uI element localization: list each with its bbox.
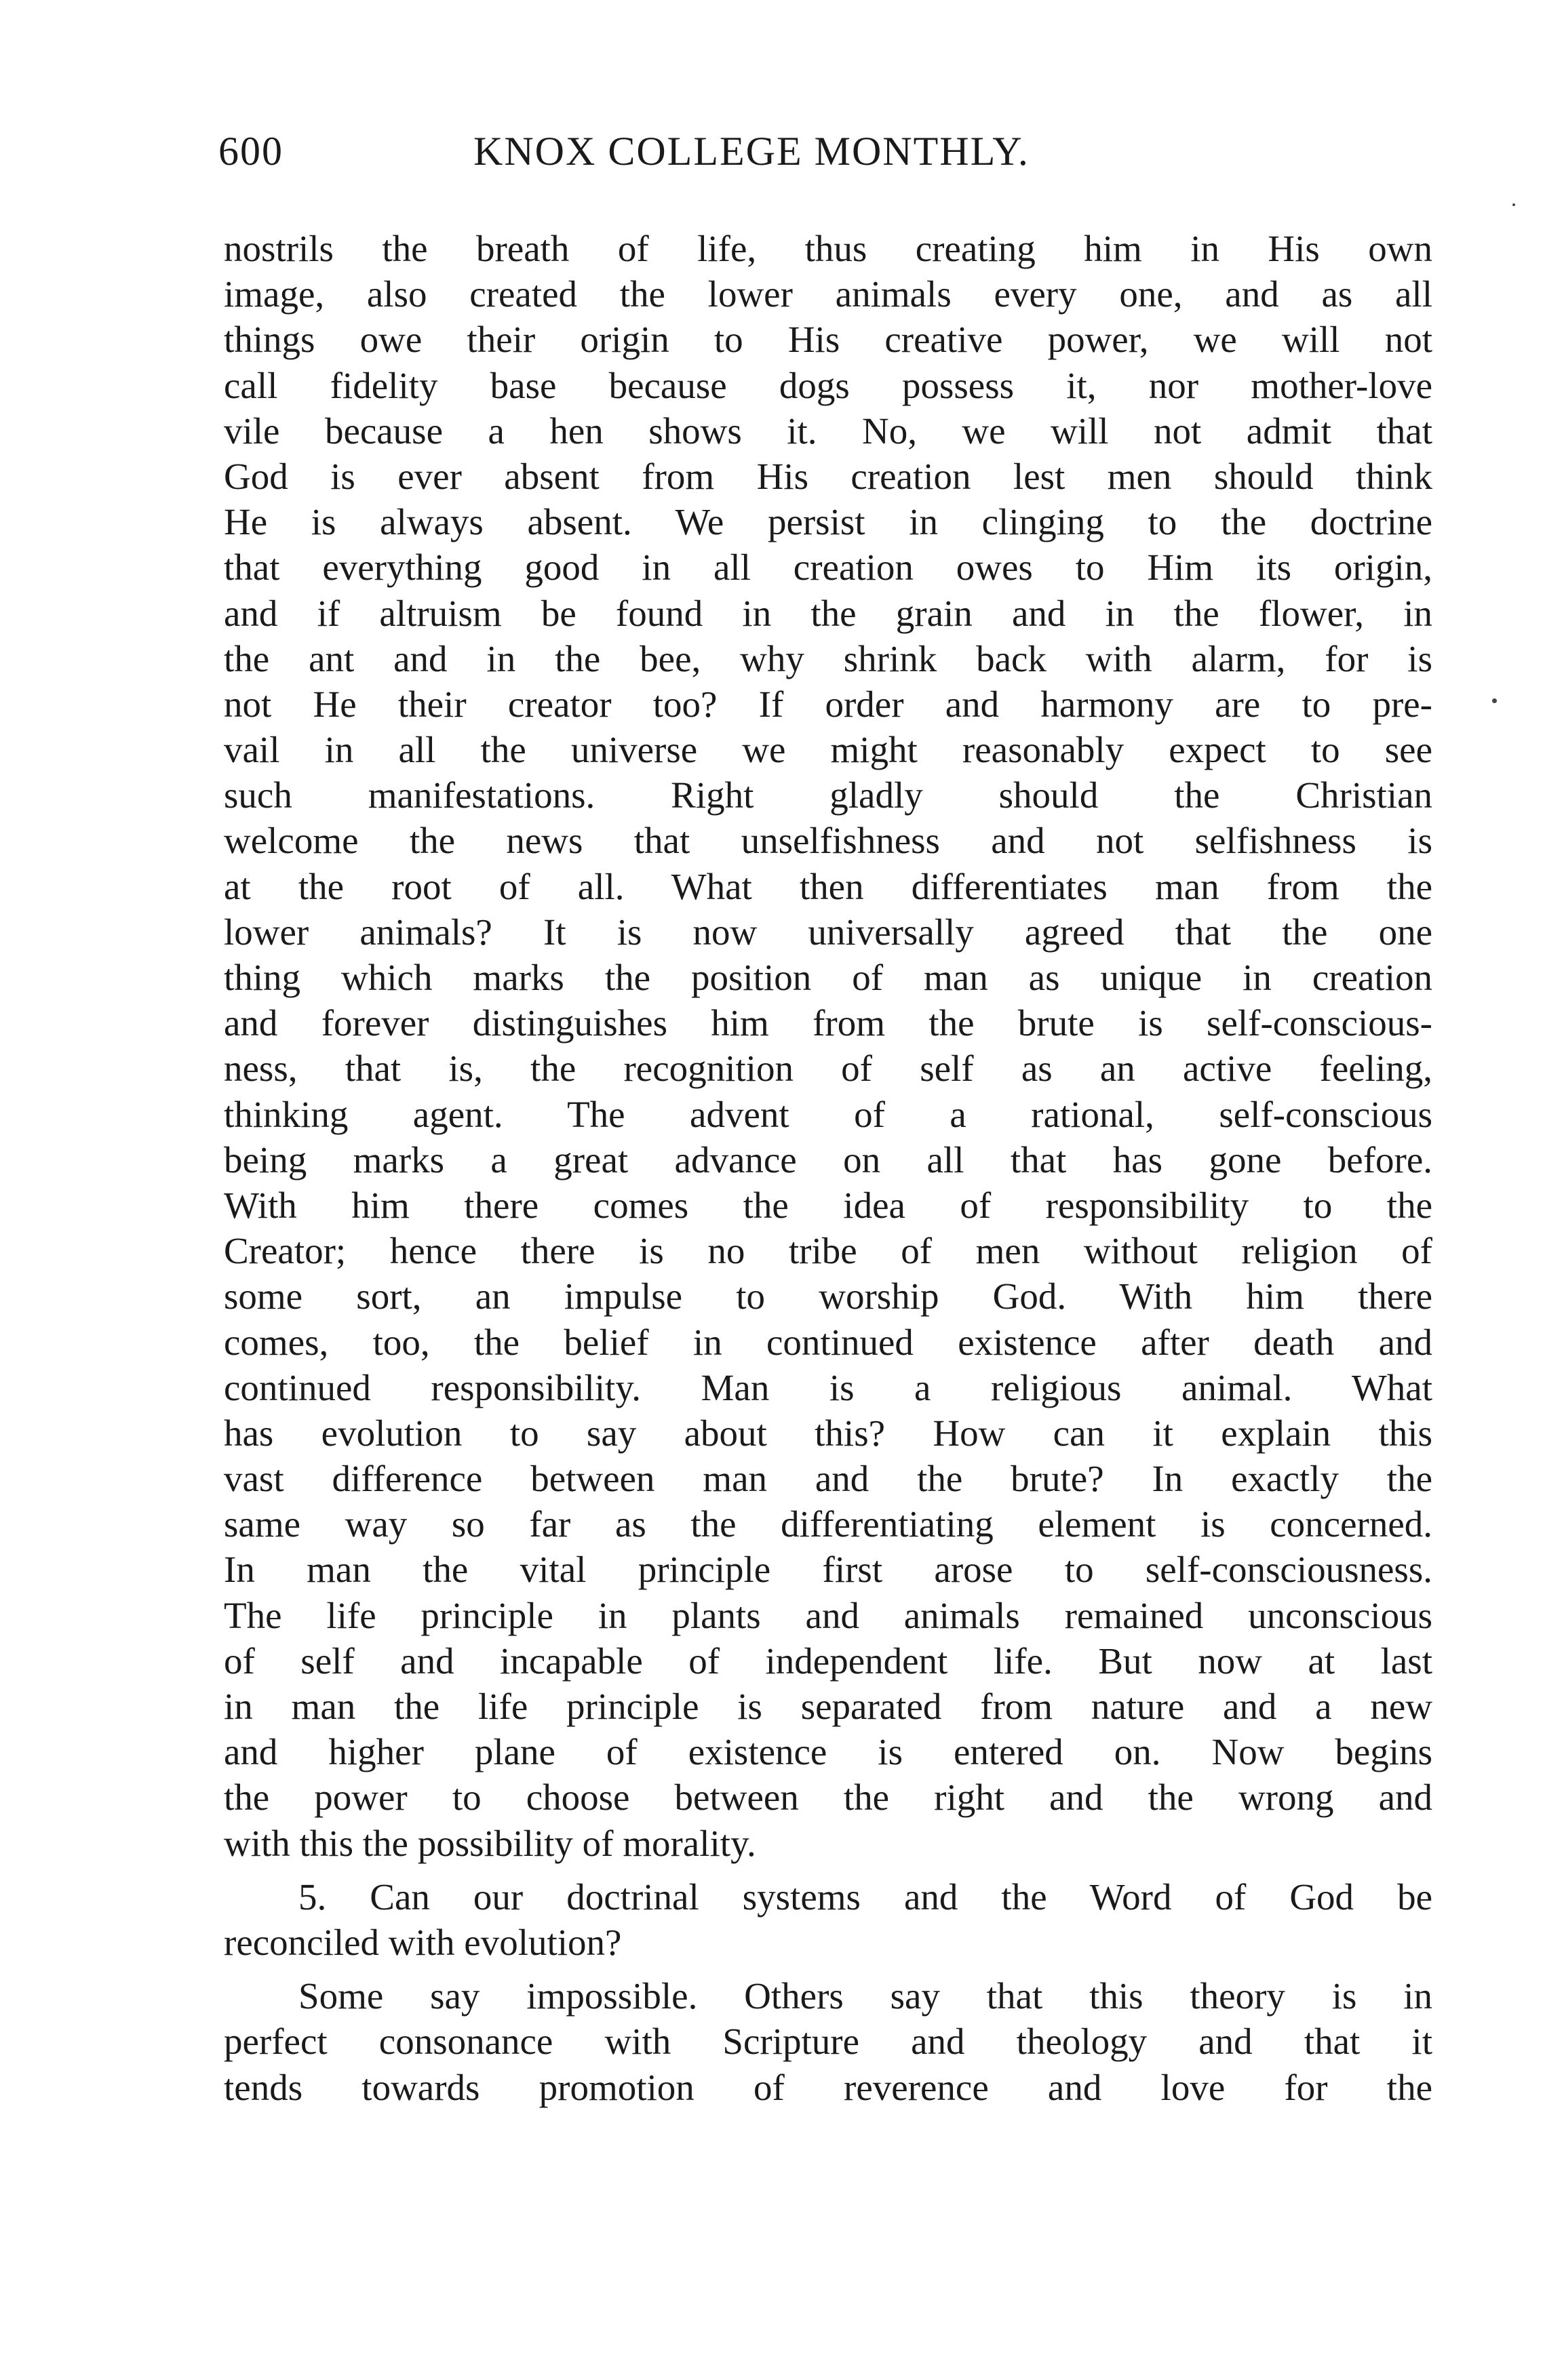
text-line: has evolution to say about this? How can it explain this (224, 1412, 1432, 1454)
text-line: Creator; hence there is no tribe of men without religion of (224, 1230, 1432, 1272)
print-speck (1512, 203, 1515, 206)
text-line: tends towards promotion of reverence and love for the (224, 2066, 1432, 2108)
text-line: in man the life principle is separated from nature and a new (224, 1686, 1432, 1727)
text-line: that everything good in all creation owes to Him its origin, (224, 547, 1432, 589)
text-line: Some say impossible. Others say that this theory is in (298, 1975, 1432, 2017)
text-line: not He their creator too? If order and harmony are to pre- (224, 683, 1432, 725)
text-line: ness, that is, the recognition of self as an active feeling, (224, 1048, 1432, 1090)
text-line: welcome the news that unselfishness and not selfishness is (224, 820, 1432, 862)
paragraph-3 (224, 1973, 1432, 2110)
print-speck (1492, 698, 1497, 703)
text-line: 5. Can our doctrinal systems and the Word of God be (298, 1876, 1432, 1918)
text-line: being marks a great advance on all that has gone before. (224, 1138, 1432, 1181)
text-line: the ant and in the bee, why shrink back with alarm, for is (224, 637, 1432, 679)
text-line: same way so far as the differentiating element is concerned. (224, 1503, 1432, 1545)
text-line: vast difference between man and the brute? In exactly the (224, 1458, 1432, 1500)
text-line: perfect consonance with Scripture and theology and that it (224, 2021, 1432, 2063)
text-line: vile because a hen shows it. No, we will not admit that (224, 410, 1432, 452)
text-line: comes, too, the belief in continued existence after death and (224, 1321, 1432, 1363)
text-line: thing which marks the position of man as unique in creation (224, 957, 1432, 998)
body-text (224, 226, 1432, 2110)
text-line: image, also created the lower animals every one, and as all (224, 273, 1432, 315)
text-line: call fidelity base because dogs possess it, nor mother-love (224, 364, 1432, 406)
text-line: of self and incapable of independent life. But now at last (224, 1640, 1432, 1682)
paragraph-2 (224, 1874, 1432, 1965)
text-line: continued responsibility. Man is a religious animal. What (224, 1366, 1432, 1408)
page-header (218, 127, 1439, 175)
text-line: nostrils the breath of life, thus creating him in His own (224, 228, 1432, 269)
text-line: with this the possibility of morality. (224, 1822, 756, 1864)
text-line: He is always absent. We persist in clinging to the doctrine (224, 501, 1432, 543)
text-line: some sort, an impulse to worship God. With him there (224, 1275, 1432, 1317)
text-line: thinking agent. The advent of a rational, self-conscious (224, 1093, 1432, 1135)
text-line: and if altruism be found in the grain and in the flower, in (224, 592, 1432, 634)
text-line: reconciled with evolution? (224, 1921, 622, 1963)
text-line: With him there comes the idea of responsibility to the (224, 1184, 1432, 1226)
text-line: things owe their origin to His creative power, we will not (224, 319, 1432, 361)
running-title: KNOX COLLEGE MONTHLY. (473, 129, 1030, 174)
text-line: The life principle in plants and animals remained unconscious (224, 1594, 1432, 1636)
text-line: such manifestations. Right gladly should the Christian (224, 774, 1432, 816)
paragraph-spacer (224, 1965, 1432, 1973)
text-line: In man the vital principle first arose to self-consciousness. (224, 1549, 1432, 1591)
text-line: vail in all the universe we might reasonably expect to see (224, 729, 1432, 771)
text-line: at the root of all. What then differentiates man from the (224, 865, 1432, 907)
text-line: God is ever absent from His creation lest men should think (224, 455, 1432, 497)
paragraph-1 (224, 226, 1432, 1866)
paragraph-spacer (224, 1866, 1432, 1874)
text-line: the power to choose between the right and the wrong and (224, 1777, 1432, 1819)
text-line: and forever distinguishes him from the brute is self-conscious- (224, 1002, 1432, 1044)
page-number: 600 (218, 129, 283, 174)
text-line: and higher plane of existence is entered on. Now begins (224, 1731, 1432, 1773)
text-line: lower animals? It is now universally agreed that the one (224, 911, 1432, 953)
